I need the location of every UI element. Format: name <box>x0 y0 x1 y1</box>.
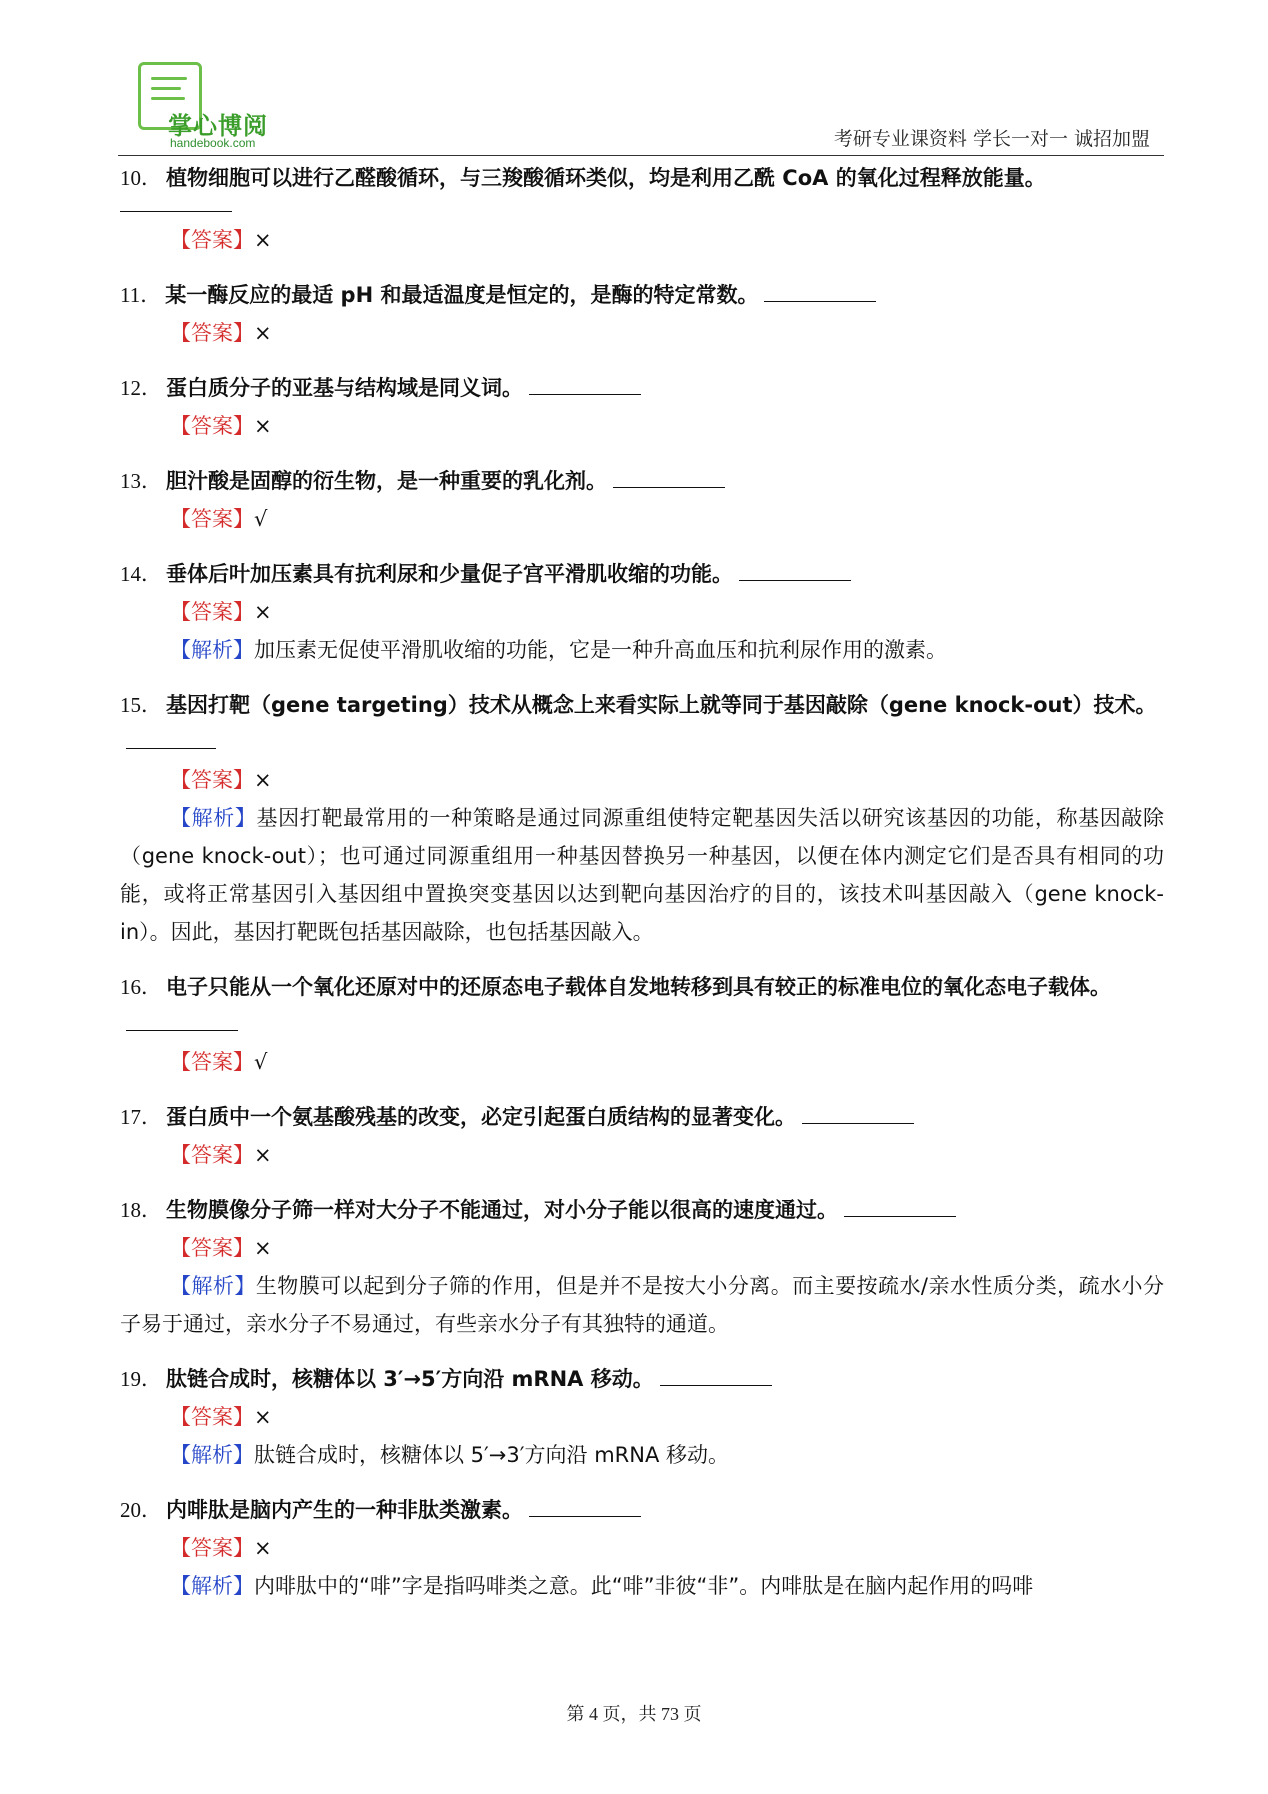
answer-label: 【答案】 <box>170 600 254 624</box>
question-text <box>120 370 1164 407</box>
question-item <box>120 1192 1164 1343</box>
answer-blank[interactable] <box>120 189 232 212</box>
answer-blank[interactable] <box>126 726 216 749</box>
answer-line <box>120 314 1164 352</box>
answer-value: × <box>254 228 272 252</box>
answer-value: × <box>254 414 272 438</box>
question-item <box>120 556 1164 669</box>
question-item <box>120 1492 1164 1605</box>
question-number: 13． <box>120 469 162 493</box>
header-tagline: 考研专业课资料 学长一对一 诚招加盟 <box>833 128 1150 150</box>
question-stem: 垂体后叶加压素具有抗利尿和少量促子宫平滑肌收缩的功能。 <box>166 562 733 586</box>
answer-value: × <box>254 1536 272 1560</box>
logo-text: 掌心博阅 <box>168 112 268 140</box>
question-stem: 肽链合成时，核糖体以 3′→5′方向沿 mRNA 移动。 <box>166 1367 654 1391</box>
question-number: 16． <box>120 975 162 999</box>
question-text <box>120 1361 1164 1398</box>
analysis-label: 【解析】 <box>170 1274 256 1298</box>
question-number: 20． <box>120 1498 162 1522</box>
answer-blank[interactable] <box>613 465 725 488</box>
answer-label: 【答案】 <box>170 768 254 792</box>
question-number: 18． <box>120 1198 162 1222</box>
answer-line <box>120 1398 1164 1436</box>
answer-label: 【答案】 <box>170 414 254 438</box>
analysis-text <box>120 799 1164 951</box>
question-text <box>120 463 1164 500</box>
answer-line <box>120 1136 1164 1174</box>
question-text <box>120 969 1164 1043</box>
answer-blank-line <box>120 197 1164 207</box>
analysis-label: 【解析】 <box>170 1574 254 1598</box>
answer-value: × <box>254 1236 272 1260</box>
answer-line <box>120 593 1164 631</box>
question-number: 19． <box>120 1367 162 1391</box>
question-number: 12． <box>120 376 162 400</box>
answer-blank[interactable] <box>529 372 641 395</box>
question-item <box>120 277 1164 352</box>
analysis-body: 加压素无促使平滑肌收缩的功能，它是一种升高血压和抗利尿作用的激素。 <box>254 638 947 662</box>
analysis-body: 肽链合成时，核糖体以 5′→3′方向沿 mRNA 移动。 <box>254 1443 730 1467</box>
answer-label: 【答案】 <box>170 1536 254 1560</box>
question-list <box>120 160 1164 1623</box>
question-stem: 基因打靶（gene targeting）技术从概念上来看实际上就等同于基因敲除（gene knock-out）技术。 <box>166 693 1157 717</box>
question-stem: 内啡肽是脑内产生的一种非肽类激素。 <box>166 1498 523 1522</box>
answer-value: √ <box>254 507 268 531</box>
answer-label: 【答案】 <box>170 507 254 531</box>
question-item <box>120 1099 1164 1174</box>
answer-line <box>120 761 1164 799</box>
question-stem: 生物膜像分子筛一样对大分子不能通过，对小分子能以很高的速度通过。 <box>166 1198 838 1222</box>
answer-value: × <box>254 1405 272 1429</box>
question-number: 14． <box>120 562 162 586</box>
answer-blank[interactable] <box>529 1494 641 1517</box>
question-number: 15． <box>120 693 162 717</box>
answer-line <box>120 1043 1164 1081</box>
question-stem: 某一酶反应的最适 pH 和最适温度是恒定的，是酶的特定常数。 <box>165 283 759 307</box>
question-text <box>120 1192 1164 1229</box>
answer-line <box>120 407 1164 445</box>
answer-line <box>120 1229 1164 1267</box>
answer-label: 【答案】 <box>170 1050 254 1074</box>
question-number: 17． <box>120 1105 162 1129</box>
question-stem: 蛋白质中一个氨基酸残基的改变，必定引起蛋白质结构的显著变化。 <box>166 1105 796 1129</box>
question-stem: 蛋白质分子的亚基与结构域是同义词。 <box>166 376 523 400</box>
logo-url: handebook.com <box>170 136 256 150</box>
answer-blank[interactable] <box>802 1101 914 1124</box>
question-text <box>120 160 1164 197</box>
question-text <box>120 277 1164 314</box>
question-number: 10． <box>120 166 162 190</box>
question-item <box>120 370 1164 445</box>
question-stem: 植物细胞可以进行乙醛酸循环，与三羧酸循环类似，均是利用乙酰 CoA 的氧化过程释放能量。 <box>166 166 1046 190</box>
answer-blank[interactable] <box>660 1363 772 1386</box>
question-text <box>120 1099 1164 1136</box>
answer-label: 【答案】 <box>170 1143 254 1167</box>
analysis-body: 基因打靶最常用的一种策略是通过同源重组使特定靶基因失活以研究该基因的功能，称基因敲除（gene knock-out）；也可通过同源重组用一种基因替换另一种基因，以便在体内测定它们是否具有相同的功能，或将正常基因引入基因组中置换突变基因以达到靶向基因治疗的目的，该技术叫基因敲入（gene knock-in）。因此，基因打靶既包括基因敲除，也包括基因敲入。 <box>120 806 1165 944</box>
analysis-body: 生物膜可以起到分子筛的作用，但是并不是按大小分离。而主要按疏水/亲水性质分类，疏水小分子易于通过，亲水分子不易通过，有些亲水分子有其独特的通道。 <box>120 1274 1165 1336</box>
analysis-label: 【解析】 <box>170 638 254 662</box>
answer-label: 【答案】 <box>170 1405 254 1429</box>
answer-value: × <box>254 768 272 792</box>
answer-line <box>120 500 1164 538</box>
answer-value: × <box>254 321 272 345</box>
analysis-text <box>120 1267 1164 1343</box>
question-item <box>120 687 1164 951</box>
question-text <box>120 556 1164 593</box>
question-stem: 电子只能从一个氧化还原对中的还原态电子载体自发地转移到具有较正的标准电位的氧化态电子载体。 <box>166 975 1111 999</box>
answer-blank[interactable] <box>844 1194 956 1217</box>
question-item <box>120 969 1164 1081</box>
header-divider <box>118 155 1164 156</box>
brand-logo <box>138 62 278 150</box>
analysis-label: 【解析】 <box>170 806 257 830</box>
analysis-label: 【解析】 <box>170 1443 254 1467</box>
analysis-text <box>120 1436 1164 1474</box>
answer-label: 【答案】 <box>170 321 254 345</box>
answer-value: √ <box>254 1050 268 1074</box>
answer-blank[interactable] <box>739 558 851 581</box>
analysis-text <box>120 631 1164 669</box>
question-text <box>120 1492 1164 1529</box>
answer-line <box>120 1529 1164 1567</box>
answer-line <box>120 221 1164 259</box>
answer-label: 【答案】 <box>170 1236 254 1260</box>
answer-value: × <box>254 1143 272 1167</box>
question-number: 11． <box>120 283 162 307</box>
answer-label: 【答案】 <box>170 228 254 252</box>
question-text <box>120 687 1164 761</box>
question-stem: 胆汁酸是固醇的衍生物，是一种重要的乳化剂。 <box>166 469 607 493</box>
answer-blank[interactable] <box>764 279 876 302</box>
question-item <box>120 1361 1164 1474</box>
question-item <box>120 160 1164 259</box>
answer-blank[interactable] <box>126 1008 238 1031</box>
question-item <box>120 463 1164 538</box>
analysis-text <box>120 1567 1164 1605</box>
answer-value: × <box>254 600 272 624</box>
page-footer: 第 4 页，共 73 页 <box>566 1704 702 1724</box>
analysis-body: 内啡肽中的“啡”字是指吗啡类之意。此“啡”非彼“非”。内啡肽是在脑内起作用的吗啡 <box>254 1574 1034 1598</box>
